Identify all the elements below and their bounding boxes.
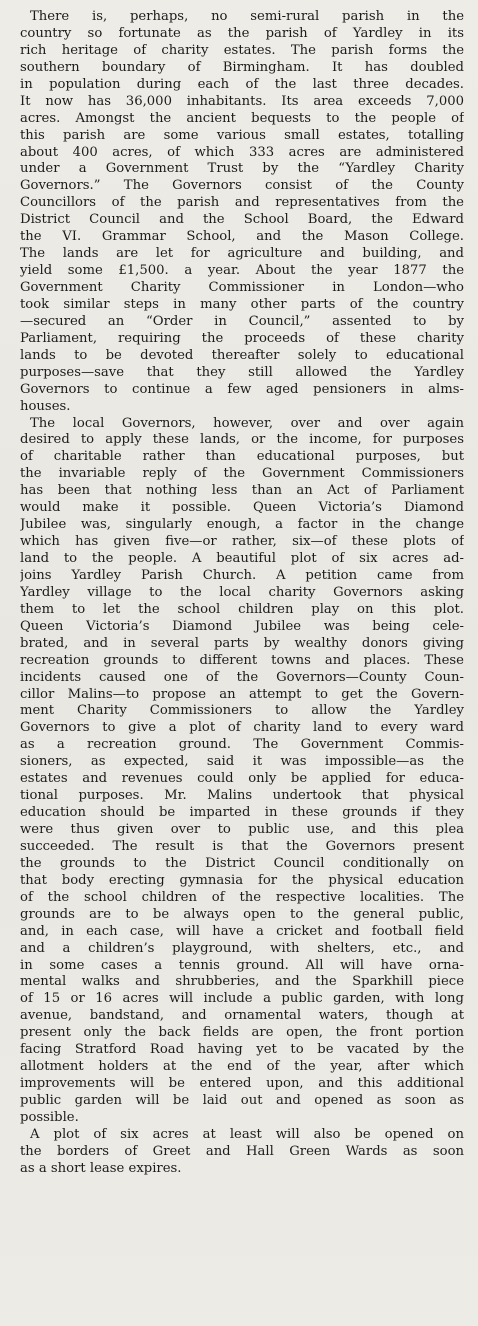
text-line: houses.	[20, 398, 71, 414]
text-line: would make it possible. Queen Victoria’s Diamond	[20, 500, 464, 516]
text-line: public garden will be laid out and opened as soon as	[20, 1093, 464, 1108]
text-line: grounds are to be always open to the general public,	[20, 906, 464, 922]
text-line: avenue, bandstand, and ornamental waters, though at	[20, 1008, 464, 1024]
text-line: Jubilee was, singularly enough, a factor in the change	[20, 517, 464, 533]
text-line: A plot of six acres at least will also be opened on	[30, 1126, 464, 1142]
text-line: rich heritage of charity estates. The parish forms the	[20, 42, 464, 58]
text-line: the VI. Grammar School, and the Mason College.	[20, 229, 464, 245]
text-line: were thus given over to public use, and this plea	[20, 822, 464, 837]
text-line: of charitable rather than educational purposes, but	[20, 449, 464, 465]
text-line: has been that nothing less than an Act of Parliament	[20, 483, 464, 499]
text-line: them to let the school children play on this plot.	[20, 601, 464, 617]
text-line: The lands are let for agriculture and building, and	[20, 246, 464, 262]
text-line: joins Yardley Parish Church. A petition came from	[20, 567, 464, 583]
text-line: lands to be devoted thereafter solely to educational	[20, 347, 464, 363]
text-line: the borders of Greet and Hall Green Wards as soon	[20, 1143, 464, 1159]
text-line: Governors to give a plot of charity land to every ward	[20, 720, 464, 736]
text-line: Parliament, requiring the proceeds of these charity	[20, 330, 464, 346]
text-line: about 400 acres, of which 333 acres are administered	[20, 144, 464, 160]
text-line: Governors to continue a few aged pensioners in alms-	[20, 381, 464, 397]
text-line: estates and revenues could only be applied for educa-	[20, 771, 464, 787]
text-line: and, in each case, will have a cricket and football field	[20, 923, 464, 939]
text-line: —secured an “Order in Council,” assented to by	[20, 313, 464, 329]
text-line: cillor Malins—to propose an attempt to get the Govern-	[20, 686, 464, 702]
text-line: of 15 or 16 acres will include a public garden, with long	[20, 991, 464, 1007]
text-line: possible.	[20, 1109, 79, 1125]
text-line: allotment holders at the end of the year, after which	[20, 1059, 464, 1075]
text-line: improvements will be entered upon, and this additional	[20, 1076, 464, 1092]
text-line: in some cases a tennis ground. All will have orna-	[20, 957, 464, 973]
text-line: this parish are some various small estates, totalling	[20, 127, 464, 143]
text-line: Governors.” The Governors consist of the County	[20, 178, 464, 194]
text-line: took similar steps in many other parts of the country	[20, 296, 464, 312]
article-paragraph	[20, 9, 464, 416]
text-line: ment Charity Commissioners to allow the Yardley	[20, 703, 464, 719]
article-paragraph	[20, 1127, 464, 1178]
article-paragraph	[20, 416, 464, 1127]
text-line: Yardley village to the local charity Governors asking	[20, 584, 464, 600]
text-line: under a Government Trust by the “Yardley Charity	[20, 161, 464, 177]
text-line: in population during each of the last three decades.	[20, 76, 464, 92]
text-line: District Council and the School Board, the Edward	[20, 212, 464, 228]
text-line: recreation grounds to different towns and places. These	[20, 652, 464, 668]
text-line: as a short lease expires.	[20, 1160, 182, 1176]
text-line: education should be imparted in these grounds if they	[20, 805, 464, 821]
text-line: Government Charity Commissioner in London—who	[20, 280, 464, 295]
text-line: brated, and in several parts by wealthy donors giving	[20, 635, 464, 651]
text-line: Councillors of the parish and representatives from the	[20, 195, 464, 211]
text-line: and a children’s playground, with shelters, etc., and	[20, 940, 464, 956]
text-line: that body erecting gymnasia for the physical education	[20, 872, 464, 888]
text-line: the grounds to the District Council conditionally on	[20, 855, 464, 871]
article-body	[20, 9, 464, 1178]
text-line: acres. Amongst the ancient bequests to the people of	[20, 110, 464, 126]
text-line: sioners, as expected, said it was impossible—as the	[20, 754, 464, 770]
text-line: There is, perhaps, no semi-rural parish in the	[30, 9, 464, 24]
text-line: which has given five—or rather, six—of these plots of	[20, 534, 464, 550]
text-line: incidents caused one of the Governors—County Coun-	[20, 669, 464, 685]
text-line: land to the people. A beautiful plot of six acres ad-	[20, 551, 464, 566]
text-line: succeeded. The result is that the Governors present	[20, 838, 464, 854]
text-line: present only the back fields are open, the front portion	[20, 1025, 464, 1041]
text-line: facing Stratford Road having yet to be vacated by the	[20, 1042, 464, 1058]
text-line: The local Governors, however, over and over again	[30, 415, 464, 431]
text-line: country so fortunate as the parish of Yardley in its	[20, 25, 464, 41]
text-line: as a recreation ground. The Government Commis-	[20, 737, 464, 753]
text-line: the invariable reply of the Government Commissioners	[20, 466, 464, 482]
text-line: mental walks and shrubberies, and the Sparkhill piece	[20, 974, 464, 990]
text-line: tional purposes. Mr. Malins undertook that physical	[20, 788, 464, 804]
text-line: Queen Victoria’s Diamond Jubilee was being cele-	[20, 618, 464, 634]
text-line: southern boundary of Birmingham. It has doubled	[20, 59, 464, 75]
text-line: desired to apply these lands, or the income, for purposes	[20, 432, 464, 448]
text-line: purposes—save that they still allowed the Yardley	[20, 364, 464, 380]
text-line: of the school children of the respective localities. The	[20, 889, 464, 905]
text-line: yield some £1,500. a year. About the year 1877 the	[20, 263, 464, 279]
text-line: It now has 36,000 inhabitants. Its area exceeds 7,000	[20, 93, 464, 109]
